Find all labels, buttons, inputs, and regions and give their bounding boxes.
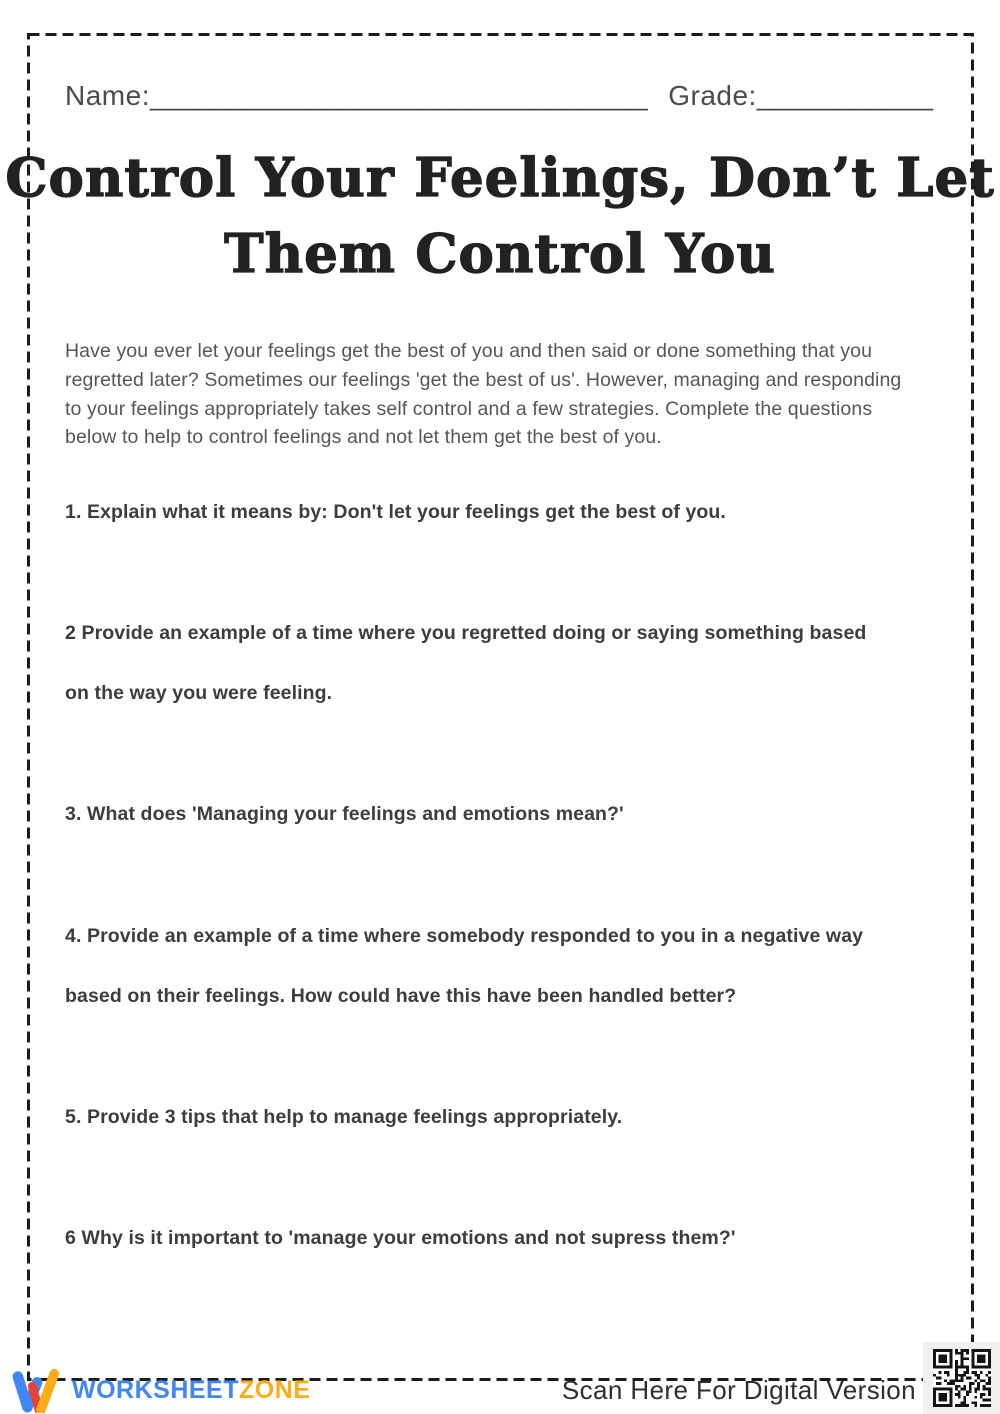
question-1: 1. Explain what it means by: Don't let your feelings get the best of you. <box>65 501 726 523</box>
worksheetzone-w-icon <box>12 1367 64 1413</box>
qr-code-image <box>933 1349 991 1407</box>
question-3: 3. What does 'Managing your feelings and emotions mean?' <box>65 803 624 825</box>
name-grade-row <box>65 80 934 112</box>
worksheet-title <box>0 140 1000 292</box>
qr-code[interactable] <box>923 1342 1000 1414</box>
question-2-line-2: on the way you were feeling. <box>65 682 333 704</box>
name-blank-line[interactable]: _______________________________ <box>149 80 649 111</box>
question-4-line-2: based on their feelings. How could have this have been handled better? <box>65 985 737 1007</box>
question-5: 5. Provide 3 tips that help to manage feelings appropriately. <box>65 1106 623 1128</box>
scan-here-text: Scan Here For Digital Version <box>561 1375 916 1405</box>
intro-line-1: Have you ever let your feelings get the best of you and then said or done something that you <box>65 340 873 362</box>
grade-label: Grade: <box>668 80 757 111</box>
title-line-2: Them Control You <box>224 223 776 285</box>
intro-paragraph <box>65 337 945 452</box>
intro-line-4: below to help to control feelings and not let them get the best of you. <box>65 426 662 449</box>
brand-word-worksheet: WORKSHEET <box>72 1375 239 1404</box>
intro-line-2: regretted later? Sometimes our feelings 'get the best of us'. However, managing and responding <box>65 368 902 391</box>
intro-line-3: to your feelings appropriately takes self control and a few strategies. Complete the questions <box>65 397 873 420</box>
question-2-line-1: 2 Provide an example of a time where you regretted doing or saying something based <box>65 622 867 644</box>
name-label: Name: <box>65 80 150 111</box>
question-6: 6 Why is it important to 'manage your emotions and not supress them?' <box>65 1227 736 1249</box>
question-4-line-1: 4. Provide an example of a time where somebody responded to you in a negative way <box>65 925 864 947</box>
brand-text <box>72 1376 310 1405</box>
worksheetzone-logo[interactable] <box>12 1366 310 1414</box>
grade-blank-line[interactable]: ___________ <box>756 80 934 111</box>
brand-word-zone: ZONE <box>239 1375 311 1404</box>
title-line-1: Control Your Feelings, Don’t Let <box>5 147 995 209</box>
